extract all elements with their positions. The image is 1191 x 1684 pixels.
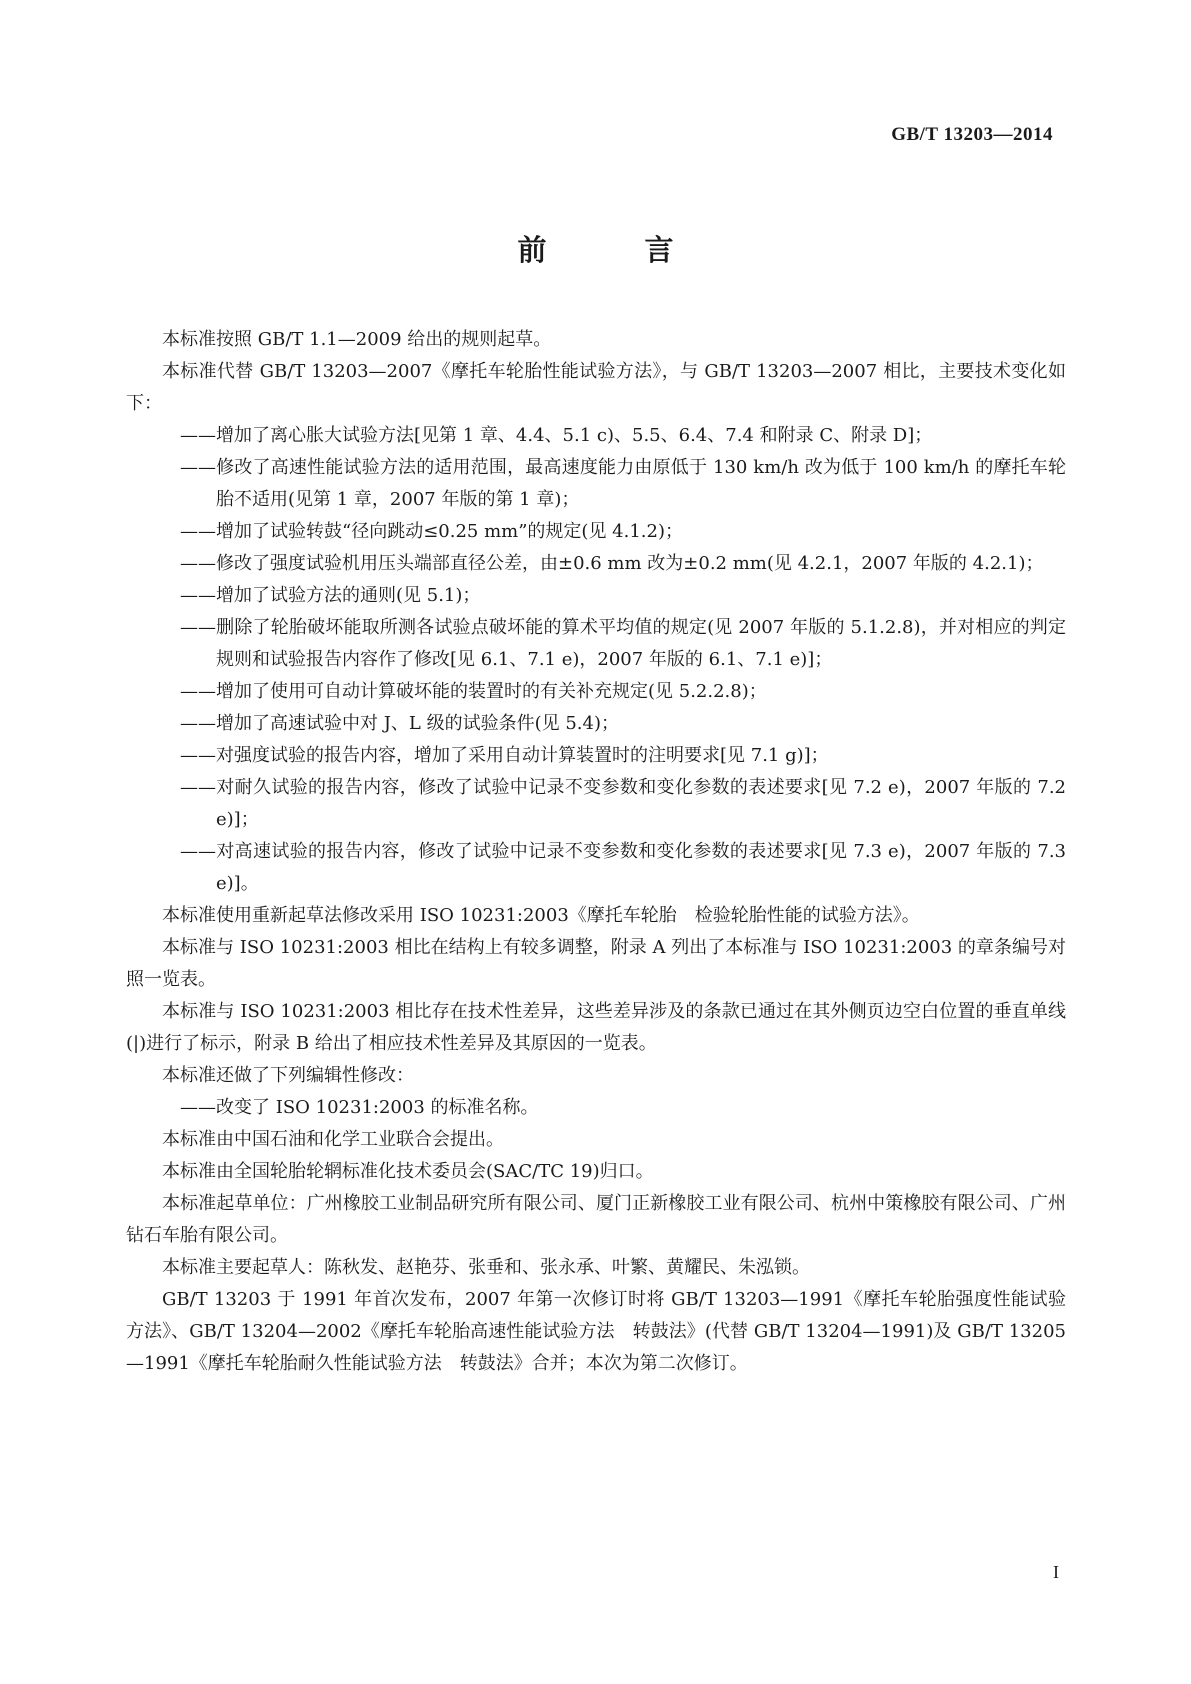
list-item: ——对耐久试验的报告内容，修改了试验中记录不变参数和变化参数的表述要求[见 7.2 e)，2007 年版的 7.2 e)]； (180, 777, 1066, 830)
paragraph: GB/T 13203 于 1991 年首次发布，2007 年第一次修订时将 GB/T 13203—1991《摩托车轮胎强度性能试验方法》、GB/T 13204—2002《摩托车轮胎高速性能试验方法 转鼓法》(代替 GB/T 13204—1991)及 GB/T 13205—1991《摩托车轮胎耐久性能试验方法 转鼓法》合并；本次为第二次修订。 (126, 1289, 1066, 1374)
list-item: ——增加了离心胀大试验方法[见第 1 章、4.4、5.1 c)、5.5、6.4、7.4 和附录 C、附录 D]； (180, 425, 933, 446)
list-item: ——对强度试验的报告内容，增加了采用自动计算装置时的注明要求[见 7.1 g)]； (180, 745, 829, 766)
paragraph: 本标准主要起草人：陈秋发、赵艳芬、张垂和、张永承、叶繁、黄耀民、朱泓锁。 (162, 1257, 810, 1278)
paragraph: 本标准与 ISO 10231:2003 相比存在技术性差异，这些差异涉及的条款已通过在其外侧页边空白位置的垂直单线(|)进行了标示，附录 B 给出了相应技术性差异及其原因的一览表。 (126, 1001, 1066, 1054)
paragraph: 本标准与 ISO 10231:2003 相比在结构上有较多调整，附录 A 列出了本标准与 ISO 10231:2003 的章条编号对照一览表。 (126, 937, 1066, 990)
paragraph: 本标准由全国轮胎轮辋标准化技术委员会(SAC/TC 19)归口。 (162, 1161, 654, 1182)
list-item: ——增加了试验转鼓“径向跳动≤0.25 mm”的规定(见 4.1.2)； (180, 521, 683, 542)
list-item: ——增加了使用可自动计算破坏能的装置时的有关补充规定(见 5.2.2.8)； (180, 681, 767, 702)
list-item: ——修改了强度试验机用压头端部直径公差，由±0.6 mm 改为±0.2 mm(见 4.2.1，2007 年版的 4.2.1)； (180, 553, 1044, 574)
paragraph: 本标准使用重新起草法修改采用 ISO 10231:2003《摩托车轮胎 检验轮胎性能的试验方法》。 (162, 905, 920, 926)
list-item: ——删除了轮胎破坏能取所测各试验点破坏能的算术平均值的规定(见 2007 年版的 5.1.2.8)，并对相应的判定规则和试验报告内容作了修改[见 6.1、7.1 e)，2007 年版的 6.1、7.1 e)]； (180, 617, 1066, 670)
page-number: I (1053, 1562, 1059, 1582)
paragraph: 本标准由中国石油和化学工业联合会提出。 (162, 1129, 504, 1150)
page-title: 前 言 (517, 233, 718, 267)
foreword-body (126, 324, 1066, 1380)
paragraph: 本标准还做了下列编辑性修改： (162, 1065, 414, 1086)
list-item: ——修改了高速性能试验方法的适用范围，最高速度能力由原低于 130 km/h 改为低于 100 km/h 的摩托车轮胎不适用(见第 1 章，2007 年版的第 1 章)； (180, 457, 1066, 510)
paragraph: 本标准代替 GB/T 13203—2007《摩托车轮胎性能试验方法》，与 GB/T 13203—2007 相比，主要技术变化如下： (126, 361, 1066, 414)
standard-code: GB/T 13203—2014 (891, 124, 1053, 145)
list-item: ——增加了高速试验中对 J、L 级的试验条件(见 5.4)； (180, 713, 620, 734)
list-item: ——增加了试验方法的通则(见 5.1)； (180, 585, 481, 606)
paragraph: 本标准按照 GB/T 1.1—2009 给出的规则起草。 (162, 329, 552, 350)
paragraph: 本标准起草单位：广州橡胶工业制品研究所有限公司、厦门正新橡胶工业有限公司、杭州中策橡胶有限公司、广州钻石车胎有限公司。 (126, 1193, 1066, 1246)
list-item: ——对高速试验的报告内容，修改了试验中记录不变参数和变化参数的表述要求[见 7.3 e)，2007 年版的 7.3 e)]。 (180, 841, 1066, 894)
list-item: ——改变了 ISO 10231:2003 的标准名称。 (180, 1097, 539, 1118)
